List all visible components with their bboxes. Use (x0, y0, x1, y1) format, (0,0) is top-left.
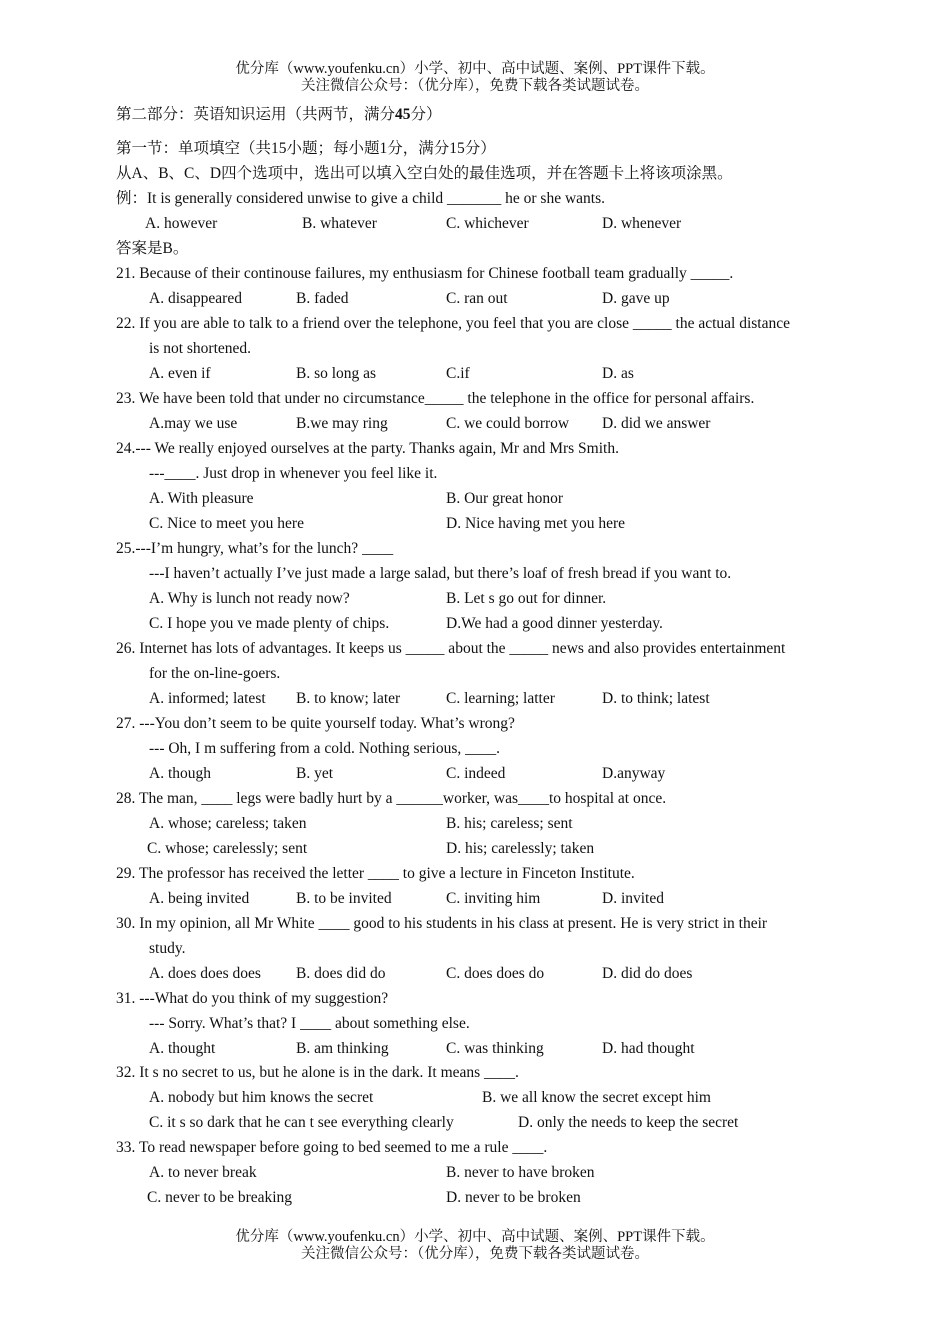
question-24-stem-cont: ---____. Just drop in whenever you feel like it. (149, 465, 438, 482)
question-30-option-b: B. does did do (296, 965, 386, 982)
question-22-stem-cont: is not shortened. (149, 340, 252, 357)
subsection-title: 第一节：单项填空（共15小题；每小题1分，满分15分） (116, 140, 496, 157)
question-21-option-c: C. ran out (446, 290, 508, 307)
question-29-option-a: A. being invited (149, 890, 250, 907)
example-option-a: A. however (145, 215, 218, 232)
question-26-stem-cont: for the on-line-goers. (149, 665, 281, 682)
question-23-option-a: A.may we use (149, 415, 238, 432)
example-option-b: B. whatever (302, 215, 377, 232)
question-25-option-d: D.We had a good dinner yesterday. (446, 615, 663, 632)
question-27-stem-cont: --- Oh, I m suffering from a cold. Nothing serious, ____. (149, 740, 500, 757)
question-22-option-c: C.if (446, 365, 470, 382)
example-stem: 例：It is generally considered unwise to give a child _______ he or she wants. (116, 190, 605, 207)
question-31-option-d: D. had thought (602, 1040, 695, 1057)
question-24-option-b: B. Our great honor (446, 490, 564, 507)
question-21-option-d: D. gave up (602, 290, 670, 307)
section-title-prefix: 第二部分：英语知识运用（共两节，满分 (116, 106, 396, 123)
question-33-stem: 33. To read newspaper before going to bed seemed to me a rule ____. (116, 1139, 548, 1156)
question-28-option-b: B. his; careless; sent (446, 815, 573, 832)
question-22-option-a: A. even if (149, 365, 211, 382)
question-28-stem: 28. The man, ____ legs were badly hurt by a ______worker, was____to hospital at once. (116, 790, 667, 807)
question-31-option-b: B. am thinking (296, 1040, 389, 1057)
question-25-option-b: B. Let s go out for dinner. (446, 590, 607, 607)
question-23-option-c: C. we could borrow (446, 415, 570, 432)
question-22-option-d: D. as (602, 365, 634, 382)
question-23-option-b: B.we may ring (296, 415, 388, 432)
question-27-option-c: C. indeed (446, 765, 506, 782)
question-29-stem: 29. The professor has received the letter ____ to give a lecture in Finceton Institute. (116, 865, 635, 882)
question-27-option-d: D.anyway (602, 765, 666, 782)
question-31-option-a: A. thought (149, 1040, 216, 1057)
question-33-option-b: B. never to have broken (446, 1164, 595, 1181)
question-32-option-b: B. we all know the secret except him (482, 1089, 711, 1106)
question-25-option-a: A. Why is lunch not ready now? (149, 590, 350, 607)
question-23-option-d: D. did we answer (602, 415, 711, 432)
question-27-option-b: B. yet (296, 765, 334, 782)
question-24-stem: 24.--- We really enjoyed ourselves at the party. Thanks again, Mr and Mrs Smith. (116, 440, 619, 457)
question-22-stem: 22. If you are able to talk to a friend over the telephone, you feel that you are close _____ the actual distance (116, 315, 790, 332)
question-29-option-b: B. to be invited (296, 890, 392, 907)
question-30-stem-cont: study. (149, 940, 186, 957)
question-26-option-b: B. to know; later (296, 690, 401, 707)
question-31-stem: 31. ---What do you think of my suggestion? (116, 990, 389, 1007)
question-32-option-d: D. only the needs to keep the secret (518, 1114, 739, 1131)
section-title-suffix: 分） (410, 106, 442, 123)
example-answer: 答案是B。 (116, 240, 189, 257)
question-24-option-c: C. Nice to meet you here (149, 515, 304, 532)
question-30-stem: 30. In my opinion, all Mr White ____ good to his students in his class at present. He is very strict in their (116, 915, 768, 932)
question-25-stem-cont: ---I haven’t actually I’ve just made a large salad, but there’s loaf of fresh bread if you want to. (149, 565, 732, 582)
question-30-option-c: C. does does do (446, 965, 545, 982)
question-29-option-c: C. inviting him (446, 890, 541, 907)
question-33-option-c: C. never to be breaking (147, 1189, 293, 1206)
question-28-option-c: C. whose; carelessly; sent (147, 840, 308, 857)
section-score: 45 (395, 106, 411, 123)
question-32-stem: 32. It s no secret to us, but he alone is in the dark. It means ____. (116, 1064, 519, 1081)
page-header-line-2: 关注微信公众号：（优分库），免费下载各类试题试卷。 (301, 78, 649, 94)
question-26-option-a: A. informed; latest (149, 690, 266, 707)
section-title (116, 105, 442, 125)
question-28-option-d: D. his; carelessly; taken (446, 840, 595, 857)
question-22-option-b: B. so long as (296, 365, 377, 382)
question-29-option-d: D. invited (602, 890, 664, 907)
question-24-option-a: A. With pleasure (149, 490, 254, 507)
question-33-option-d: D. never to be broken (446, 1189, 581, 1206)
question-31-option-c: C. was thinking (446, 1040, 544, 1057)
question-30-option-a: A. does does does (149, 965, 261, 982)
question-21-option-a: A. disappeared (149, 290, 242, 307)
page-header-line-1: 优分库（www.youfenku.cn）小学、初中、高中试题、案例、PPT课件下载。 (235, 61, 715, 77)
question-27-stem: 27. ---You don’t seem to be quite yourself today. What’s wrong? (116, 715, 515, 732)
question-26-stem: 26. Internet has lots of advantages. It keeps us _____ about the _____ news and also provides entertainment (116, 640, 786, 657)
question-26-option-c: C. learning; latter (446, 690, 555, 707)
question-33-option-a: A. to never break (149, 1164, 257, 1181)
question-30-option-d: D. did do does (602, 965, 693, 982)
example-option-c: C. whichever (446, 215, 529, 232)
question-25-option-c: C. I hope you ve made plenty of chips. (149, 615, 390, 632)
question-25-stem: 25.---I’m hungry, what’s for the lunch? ____ (116, 540, 394, 557)
question-31-stem-cont: --- Sorry. What’s that? I ____ about something else. (149, 1015, 470, 1032)
instruction-text: 从A、B、C、D四个选项中，选出可以填入空白处的最佳选项，并在答题卡上将该项涂黑。 (116, 165, 733, 182)
question-32-option-c: C. it s so dark that he can t see everything clearly (149, 1114, 454, 1131)
example-option-d: D. whenever (602, 215, 682, 232)
page-footer-line-2: 关注微信公众号：（优分库），免费下载各类试题试卷。 (301, 1246, 649, 1262)
question-26-option-d: D. to think; latest (602, 690, 710, 707)
question-28-option-a: A. whose; careless; taken (149, 815, 307, 832)
question-27-option-a: A. though (149, 765, 211, 782)
question-32-option-a: A. nobody but him knows the secret (149, 1089, 374, 1106)
question-21-option-b: B. faded (296, 290, 349, 307)
page-footer-line-1: 优分库（www.youfenku.cn）小学、初中、高中试题、案例、PPT课件下载。 (235, 1229, 715, 1245)
question-21-stem: 21. Because of their continouse failures, my enthusiasm for Chinese football team gradually _____. (116, 265, 734, 282)
question-23-stem: 23. We have been told that under no circumstance_____ the telephone in the office for personal affairs. (116, 390, 755, 407)
question-24-option-d: D. Nice having met you here (446, 515, 626, 532)
